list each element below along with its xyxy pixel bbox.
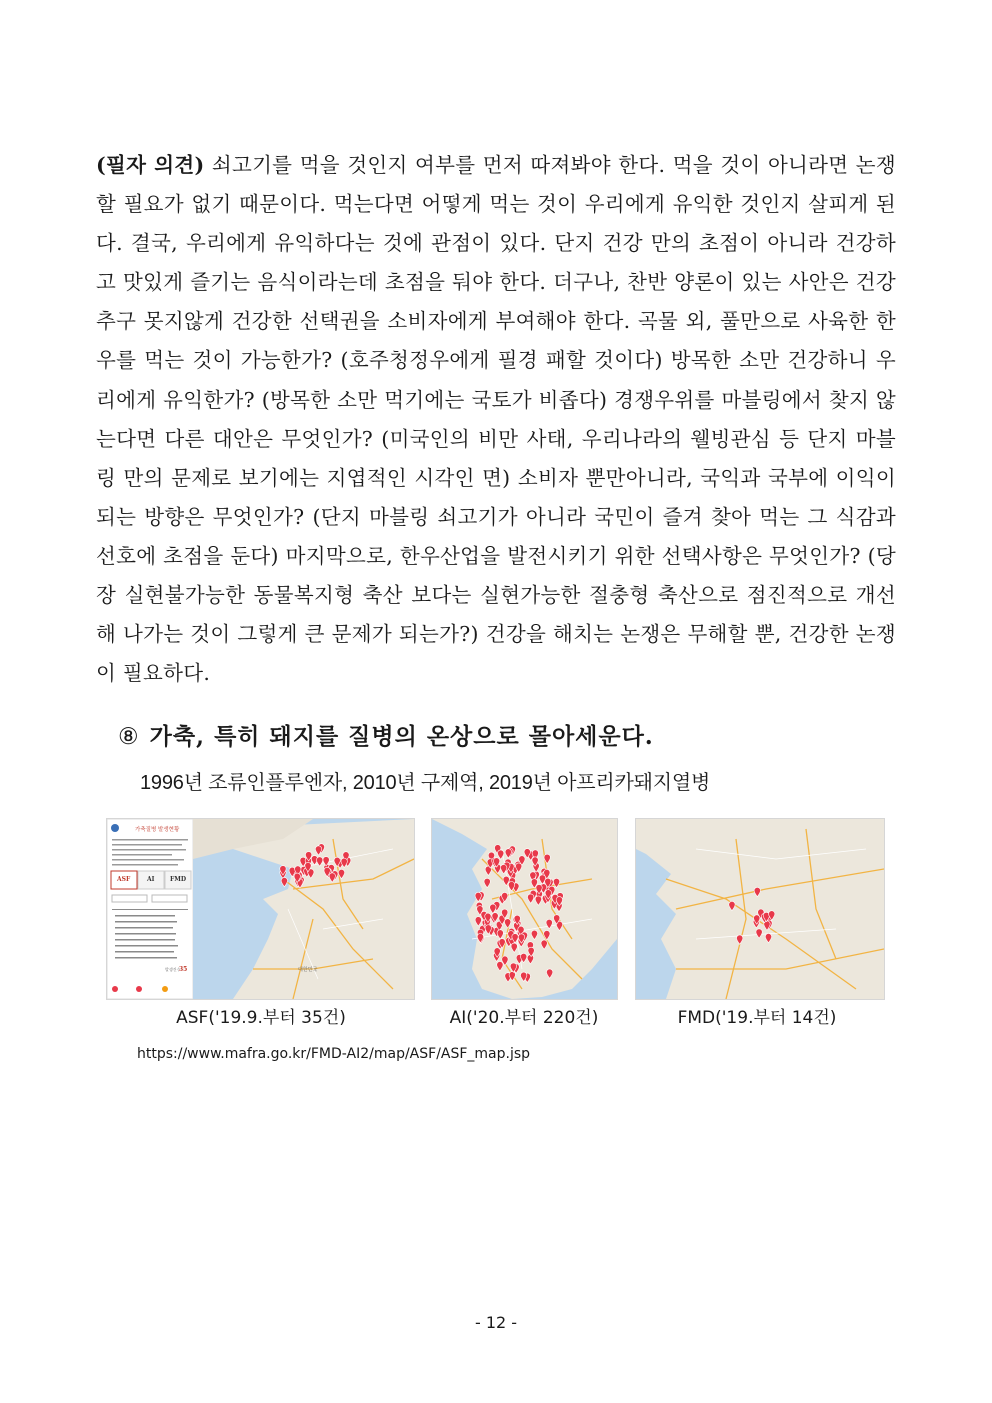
page-number: - 12 - bbox=[474, 1313, 518, 1332]
asf-map-figure bbox=[106, 818, 415, 1000]
fmd-caption: FMD('19.부터 14건) bbox=[677, 1008, 837, 1028]
opinion-lead: (필자 의견) bbox=[96, 153, 205, 177]
date-to-select[interactable] bbox=[152, 895, 187, 902]
ministry-logo-icon bbox=[111, 824, 119, 832]
section-subtitle: 1996년 조류인플루엔자, 2010년 구제역, 2019년 아프리카돼지열병 bbox=[140, 772, 711, 794]
source-url[interactable]: https://www.mafra.go.kr/FMD-AI2/map/ASF/ASF_map.jsp bbox=[137, 1046, 531, 1062]
count-label: 발생건수 bbox=[165, 967, 181, 972]
section-heading bbox=[118, 718, 654, 751]
panel-title: 가축질병 발생현황 bbox=[135, 827, 180, 833]
section-title: 가축, 특히 돼지를 질병의 온상으로 몰아세운다. bbox=[149, 723, 654, 750]
opinion-text: 쇠고기를 먹을 것인지 여부를 먼저 따져봐야 한다. 먹을 것이 아니라면 논쟁할 필요가 없기 때문이다. 먹는다면 어떻게 먹는 것이 우리에게 유익한 것인지 살피게 된다. 결국, 우리에게 유익하다는 것에 관점이 있다. 단지 건강 만의 초점이 아니라 건강하고 맛있게 즐기는 음식이라는데 초점을 둬야 한다. 더구나, 찬반 양론이 있는 사안은 건강추구 못지않게 건강한 선택권을 소비자에게 부여해야 한다. 곡물 외, 풀만으로 사육한 한우를 먹는 것이 가능한가? (호주청정우에게 필경 패할 것이다) 방목한 소만 건강하니 우리에게 유익한가? (방목한 소만 먹기에는 국토가 비좁다) 경쟁우위를 마블링에서 찾지 않는다면 다른 대안은 무엇인가? (미국인의 비만 사태, 우리나라의 웰빙관심 등 단지 마블링 만의 문제로 보기에는 지엽적인 시각인 면) 소비자 뿐만아니라, 국익과 국부에 이익이 되는 방향은 무엇인가? (단지 마블링 쇠고기가 아니라 국민이 즐겨 찾아 먹는 그 식감과 선호에 초점을 둔다) 마지막으로, 한우산업을 발전시키기 위한 선택사항은 무엇인가? (당장 실현불가능한 동물복지형 축산 보다는 실현가능한 절충형 축산으로 점진적으로 개선해 나가는 것이 그렇게 큰 문제가 되는가?) 건강을 해치는 논쟁은 무해할 뿐, 건강한 논쟁이 필요하다. bbox=[96, 153, 896, 686]
ai-caption: AI('20.부터 220건) bbox=[449, 1008, 599, 1028]
ai-map-figure bbox=[431, 818, 618, 1000]
date-from-select[interactable] bbox=[112, 895, 147, 902]
fmd-map-svg bbox=[636, 819, 884, 999]
fmd-map-figure bbox=[635, 818, 885, 1000]
legend-ai-icon bbox=[136, 986, 142, 992]
svg-text:대한민국: 대한민국 bbox=[298, 967, 318, 973]
asf-map-svg bbox=[107, 819, 414, 999]
opinion-paragraph bbox=[96, 146, 896, 693]
tab-ai-label: AI bbox=[147, 876, 155, 883]
asf-caption: ASF('19.9.부터 35건) bbox=[176, 1008, 346, 1028]
tab-asf-label: ASF bbox=[117, 876, 131, 883]
tab-fmd-label: FMD bbox=[170, 876, 187, 883]
legend-fmd-icon bbox=[162, 986, 168, 992]
section-number: ⑧ bbox=[118, 724, 140, 750]
ai-map-svg bbox=[432, 819, 617, 999]
count-value: 35 bbox=[179, 966, 188, 973]
legend-asf-icon bbox=[112, 986, 118, 992]
